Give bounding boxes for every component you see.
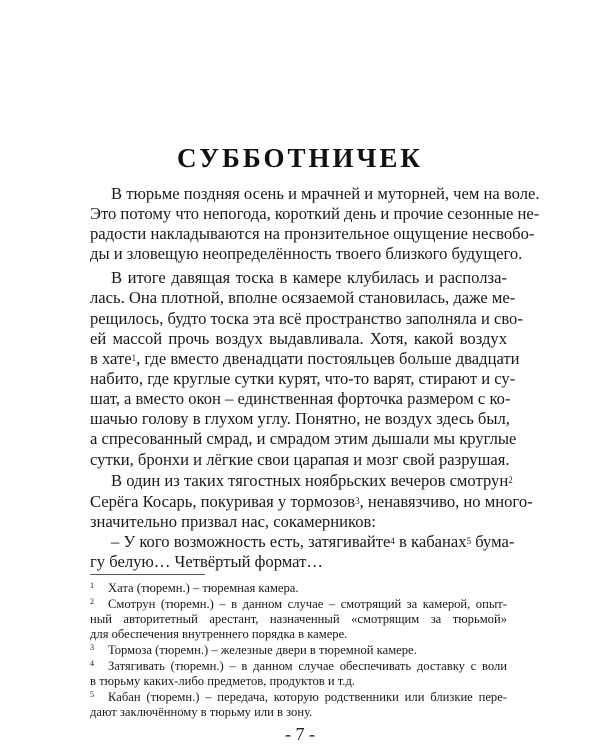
footnote-line: для обеспечения внутреннего порядка в камере. [90, 627, 348, 641]
text-line: а спресованный смрад, и смрадом этим дышали мы круглые [90, 429, 517, 449]
text-line: значительно призвал нас, сокамерников: [90, 511, 376, 531]
footnote-line: ный авторитетный арестант, назначенный «смотрящим за тюрьмой» [90, 612, 507, 626]
text-line: радости накладываются на пронзительное ощущение несвобо- [90, 224, 535, 244]
text-line: В итоге давящая тоска в камере клубилась и располза- [111, 268, 507, 288]
footnote-text: Затягивать (тюремн.) – в данном случае обеспечивать доставку с воли [108, 659, 507, 673]
footnote-number: 1 [90, 581, 94, 590]
text-fragment: бума- [471, 531, 515, 551]
footnote [90, 689, 507, 705]
chapter-title: СУББОТНИЧЕК [177, 143, 423, 173]
footnote-number: 3 [90, 643, 94, 652]
footnote-number: 2 [90, 597, 94, 606]
footnote-separator [90, 574, 205, 575]
text-line: набито, где круглые сутки курят, что-то варят, стирают и су- [90, 368, 516, 388]
footnote-ref[interactable]: 2 [508, 475, 513, 486]
footnote-text: Смотрун (тюремн.) – в данном случае – смотрящий за камерой, опыт- [108, 597, 507, 611]
footnote [90, 658, 507, 674]
text-fragment: в хате [90, 348, 132, 368]
text-fragment: , где вместо двенадцати постояльцев больше двадцати [136, 348, 520, 368]
text-fragment: , ненавязчиво, но много- [359, 491, 533, 511]
footnote-text: Хата (тюремн.) – тюремная камера. [108, 581, 299, 595]
footnote-ref[interactable]: 1 [131, 352, 137, 363]
text-line: гу белую… Четвёртый формат… [90, 552, 323, 571]
page-number: - 7 - [285, 724, 315, 744]
text-line: Это потому что непогода, короткий день и прочие сезонные не- [90, 204, 540, 224]
text-line: рещилось, будто тоска эта всё пространство заполняла и сво- [90, 308, 523, 328]
text-line: шат, а вместо окон – единственная форточка размером с ко- [90, 389, 511, 409]
text-line [90, 531, 515, 552]
text-line [90, 348, 520, 369]
text-line [90, 471, 513, 491]
text-line: В тюрьме поздняя осень и мрачней и муторней, чем на воле. [111, 184, 540, 203]
footnote [90, 596, 507, 612]
text-fragment: Серёга Косарь, покуривая у тормозов [90, 491, 356, 511]
footnote-text: Кабан (тюремн.) – передача, которую родственники или близкие пере- [108, 690, 507, 704]
footnote-ref[interactable]: 3 [355, 495, 360, 506]
footnote-line: в тюрьму каких-либо предметов, продуктов и т.д. [90, 674, 356, 688]
text-line: сутки, бронхи и лёгкие свои царапая и мозг свой разрушая. [90, 449, 510, 469]
text-fragment: – У кого возможность есть, затягивайте [111, 531, 391, 551]
text-line: ды и зловещую неопределённость твоего близкого будущего. [90, 244, 523, 264]
footnote-number: 4 [90, 659, 94, 668]
footnote-number: 5 [90, 690, 94, 699]
footnote-text: Тормоза (тюремн.) – железные двери в тюремной камере. [108, 643, 417, 657]
text-line: ей массой прочь воздух выдавливала. Хотя, какой воздух [90, 328, 507, 348]
footnote-ref[interactable]: 5 [466, 535, 472, 546]
footnote [90, 580, 507, 596]
footnote [90, 642, 507, 658]
footnote-ref[interactable]: 4 [390, 535, 395, 546]
text-line [90, 491, 533, 512]
text-fragment: В один из таких тягостных ноябрьских вечеров смотрун [111, 471, 509, 491]
text-line: лась. Она плотной, вполне осязаемой становилась, даже ме- [90, 288, 516, 308]
text-fragment: в кабанах [394, 531, 467, 551]
text-line: шачью голову в глухом углу. Понятно, не воздух здесь был, [90, 409, 510, 429]
footnote-line: дают заключённому в тюрьму или в зону. [90, 705, 313, 719]
